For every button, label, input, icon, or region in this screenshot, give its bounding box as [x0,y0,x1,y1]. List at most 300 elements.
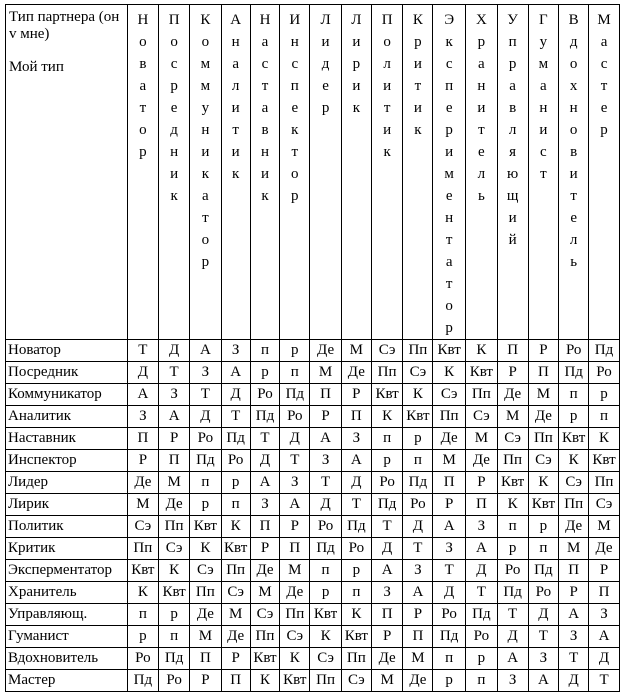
relation-cell: Д [403,516,433,538]
relation-cell: Ро [159,670,190,692]
relation-cell: п [528,538,559,560]
partner-type-header [371,5,403,340]
partner-type-header [127,5,159,340]
relation-cell: Пп [528,428,559,450]
relation-cell: Де [127,472,159,494]
corner-cell [6,5,128,340]
relation-cell: З [127,406,159,428]
relation-cell: Т [280,450,310,472]
relation-cell: Р [341,384,371,406]
relation-cell: М [310,362,342,384]
relation-cell: п [466,670,498,692]
partner-type-name: У п р а в л я ю щ и й [506,12,519,248]
relation-cell: п [127,604,159,626]
relation-cell: Пп [497,450,528,472]
relation-cell: р [190,494,222,516]
relation-cell: Де [371,648,403,670]
relation-cell: Т [221,406,250,428]
relation-cell: К [250,670,280,692]
partner-type-header [159,5,190,340]
relation-cell: Квт [221,538,250,560]
relation-cell: Пп [310,670,342,692]
table-row [6,406,620,428]
my-type-name: Гуманист [6,626,128,648]
relation-cell: р [310,582,342,604]
relation-cell: П [403,626,433,648]
header-row [6,5,620,340]
relation-cell: Квт [341,626,371,648]
my-type-name: Наставник [6,428,128,450]
relation-cell: п [403,450,433,472]
relation-cell: Квт [433,340,466,362]
table-row [6,604,620,626]
relation-cell: Р [280,516,310,538]
relation-cell: Д [190,406,222,428]
relation-cell: А [341,450,371,472]
relation-cell: Д [310,494,342,516]
relation-cell: Р [528,340,559,362]
relation-cell: Пд [589,340,620,362]
relation-cell: р [528,516,559,538]
relation-cell: П [310,384,342,406]
relation-cell: Пп [250,626,280,648]
partner-type-header [190,5,222,340]
relation-cell: А [559,604,589,626]
relation-cell: р [589,384,620,406]
relation-cell: М [190,626,222,648]
relation-cell: Ро [280,406,310,428]
relation-cell: П [589,582,620,604]
relation-cell: Р [371,626,403,648]
relation-cell: п [589,406,620,428]
partner-type-header [589,5,620,340]
relation-cell: Т [190,384,222,406]
relation-cell: З [221,340,250,362]
relation-cell: Т [433,560,466,582]
partner-type-name: М а с т е р [597,12,611,138]
relation-cell: К [371,406,403,428]
relation-cell: Пд [127,670,159,692]
partner-type-name: Н а с т а в н и к [259,12,271,204]
relation-cell: Де [250,560,280,582]
relation-cell: Пп [466,384,498,406]
partner-type-name: Э к с п е р и м е н т а т о р [444,12,455,336]
relation-cell: Сэ [250,604,280,626]
relation-cell: Р [589,560,620,582]
relation-cell: Р [250,538,280,560]
relation-cell: Де [528,406,559,428]
relation-cell: Д [433,582,466,604]
relation-cell: р [221,472,250,494]
relation-cell: Пд [159,648,190,670]
relation-cell: Д [127,362,159,384]
relation-cell: р [159,604,190,626]
relation-cell: Де [497,384,528,406]
relation-cell: п [221,494,250,516]
relation-cell: П [528,362,559,384]
relation-cell: Пд [466,604,498,626]
relation-cell: Де [190,604,222,626]
relation-cell: З [280,472,310,494]
relation-cell: Пп [433,406,466,428]
relation-cell: Пд [433,626,466,648]
relation-cell: п [371,428,403,450]
my-type-name: Управляющ. [6,604,128,626]
relation-cell: А [528,670,559,692]
relation-cell: р [371,450,403,472]
relation-cell: К [528,472,559,494]
relation-cell: Пд [497,582,528,604]
partner-type-name: П о л и т и к [381,12,393,160]
relation-cell: К [341,604,371,626]
relation-cell: З [433,538,466,560]
relation-cell: Ро [466,626,498,648]
relation-cell: Пп [159,516,190,538]
relation-cell: Т [250,428,280,450]
relation-cell: Квт [466,362,498,384]
my-type-name: Мастер [6,670,128,692]
partner-type-header [497,5,528,340]
relation-cell: Пп [403,340,433,362]
relation-cell: К [159,560,190,582]
my-type-label: Мой тип [9,58,64,75]
relation-cell: р [341,560,371,582]
relation-cell: Квт [403,406,433,428]
relation-cell: п [433,648,466,670]
partner-type-header [403,5,433,340]
relation-cell: Т [559,648,589,670]
relation-cell: Р [559,582,589,604]
relation-cell: Сэ [497,428,528,450]
my-type-name: Хранитель [6,582,128,604]
relation-cell: К [280,648,310,670]
relation-cell: Р [310,406,342,428]
relation-cell: Квт [497,472,528,494]
relation-cell: Сэ [127,516,159,538]
relation-cell: Д [589,648,620,670]
relation-cell: Сэ [190,560,222,582]
relation-cell: Пд [559,362,589,384]
my-type-name: Эксперментатор [6,560,128,582]
relation-cell: К [589,428,620,450]
relation-cell: Сэ [310,648,342,670]
relation-cell: Сэ [466,406,498,428]
relation-cell: Р [221,648,250,670]
relation-cell: А [589,626,620,648]
relation-cell: Р [497,362,528,384]
relation-cell: Т [159,362,190,384]
partner-type-header [528,5,559,340]
partner-type-name: Л и д е р [320,12,331,116]
relation-cell: Ро [528,582,559,604]
relation-cell: п [159,626,190,648]
relation-cell: Пд [250,406,280,428]
relation-cell: Д [528,604,559,626]
relation-cell: Ро [433,604,466,626]
table-row [6,648,620,670]
relation-cell: Пд [221,428,250,450]
relation-cell: Пп [589,472,620,494]
relation-cell: Д [159,340,190,362]
relation-cell: М [159,472,190,494]
relation-cell: К [433,362,466,384]
relation-cell: П [341,406,371,428]
relation-cell: П [433,472,466,494]
relation-cell: р [497,538,528,560]
relation-cell: Т [371,516,403,538]
partner-type-header [433,5,466,340]
my-type-name: Лирик [6,494,128,516]
relation-cell: А [466,538,498,560]
relation-cell: р [466,648,498,670]
relation-cell: А [127,384,159,406]
relation-cell: Квт [190,516,222,538]
table-row [6,384,620,406]
relation-cell: З [403,560,433,582]
relation-cell: Р [433,494,466,516]
relation-cell: Пп [190,582,222,604]
relation-cell: Де [159,494,190,516]
partner-type-name: А н а л и т и к [230,12,242,182]
relation-cell: Р [127,450,159,472]
relation-cell: Д [280,428,310,450]
partner-type-name: К р и т и к [412,12,423,138]
relation-cell: Пд [190,450,222,472]
relation-cell: Т [528,626,559,648]
relation-cell: Пп [371,362,403,384]
relation-cell: Квт [280,670,310,692]
relation-cell: А [433,516,466,538]
partner-type-name: Л и р и к [351,12,362,116]
relation-cell: Д [341,472,371,494]
relation-cell: Ро [589,362,620,384]
relation-cell: М [466,428,498,450]
relation-cell: М [528,384,559,406]
relation-cell: п [280,362,310,384]
relation-cell: Де [589,538,620,560]
relation-cell: Квт [589,450,620,472]
relation-cell: З [250,494,280,516]
relation-cell: п [190,472,222,494]
relation-cell: Т [127,340,159,362]
relation-cell: П [250,516,280,538]
relation-cell: К [559,450,589,472]
relation-cell: М [433,450,466,472]
relation-cell: П [559,560,589,582]
relation-cell: М [371,670,403,692]
relation-cell: Т [310,472,342,494]
relation-cell: З [589,604,620,626]
relation-cell: р [433,670,466,692]
relation-cell: Р [190,670,222,692]
relation-cell: Сэ [280,626,310,648]
table-row [6,472,620,494]
relation-cell: п [250,340,280,362]
partner-type-header [341,5,371,340]
relation-cell: Де [433,428,466,450]
my-type-name: Вдохновитель [6,648,128,670]
relation-cell: К [310,626,342,648]
relation-cell: Пп [127,538,159,560]
relation-cell: П [497,340,528,362]
relation-cell: З [190,362,222,384]
table-body [6,340,620,692]
relation-cell: М [497,406,528,428]
relation-cell: М [221,604,250,626]
table-row [6,340,620,362]
relation-cell: Р [466,472,498,494]
my-type-name: Лидер [6,472,128,494]
relation-cell: Квт [528,494,559,516]
relation-cell: П [466,494,498,516]
relation-cell: П [127,428,159,450]
relation-cell: К [497,494,528,516]
table-row [6,582,620,604]
relation-cell: Сэ [589,494,620,516]
relation-cell: р [250,362,280,384]
relation-cell: п [341,582,371,604]
relation-cell: Пд [528,560,559,582]
partner-type-header [250,5,280,340]
relation-cell: Т [341,494,371,516]
relation-cell: Де [466,450,498,472]
relation-cell: Д [250,450,280,472]
partner-type-header [310,5,342,340]
relation-cell: К [466,340,498,362]
relation-cell: Пп [341,648,371,670]
relation-cell: Т [497,604,528,626]
relation-cell: Сэ [403,362,433,384]
relation-cell: М [403,648,433,670]
partner-type-name: И н с п е к т о р [289,12,301,204]
my-type-name: Политик [6,516,128,538]
relation-cell: Д [221,384,250,406]
relation-cell: Т [589,670,620,692]
relation-cell: п [497,516,528,538]
relation-cell: Сэ [341,670,371,692]
relation-cell: Пп [221,560,250,582]
relation-cell: п [559,384,589,406]
relation-cell: Д [497,626,528,648]
relation-cell: Ро [371,472,403,494]
relation-cell: М [559,538,589,560]
relation-cell: Квт [310,604,342,626]
my-type-name: Новатор [6,340,128,362]
relation-cell: З [466,516,498,538]
my-type-name: Аналитик [6,406,128,428]
partner-type-name: Г у м а н и с т [538,12,549,182]
relation-cell: Ро [250,384,280,406]
relation-cell: Де [221,626,250,648]
relation-cell: Пд [371,494,403,516]
partner-type-name: В д о х н о в и т е л ь [568,12,579,270]
relation-cell: Квт [559,428,589,450]
relation-cell: З [371,582,403,604]
relation-cell: Де [403,670,433,692]
partner-type-name: Х р а н и т е л ь [475,12,487,204]
relation-cell: Сэ [528,450,559,472]
relation-cell: А [250,472,280,494]
relation-cell: А [280,494,310,516]
relation-cell: Квт [159,582,190,604]
my-type-name: Посредник [6,362,128,384]
relation-cell: А [190,340,222,362]
relation-cell: П [371,604,403,626]
table-row [6,560,620,582]
relation-cell: Д [371,538,403,560]
relation-cell: Квт [371,384,403,406]
relation-cell: Сэ [221,582,250,604]
relation-cell: Т [403,538,433,560]
relation-cell: Ро [559,340,589,362]
relation-cell: Д [559,670,589,692]
table-row [6,538,620,560]
relation-cell: р [559,406,589,428]
relation-cell: Сэ [433,384,466,406]
relation-cell: Квт [250,648,280,670]
relation-cell: А [310,428,342,450]
relation-cell: К [403,384,433,406]
relation-cell: Ро [403,494,433,516]
relation-cell: Ро [221,450,250,472]
relation-cell: П [190,648,222,670]
relation-cell: Пд [403,472,433,494]
partner-type-header [280,5,310,340]
relation-cell: Квт [127,560,159,582]
table-row [6,626,620,648]
relation-cell: Д [466,560,498,582]
relation-cell: З [159,384,190,406]
relation-cell: З [341,428,371,450]
relation-cell: Ро [310,516,342,538]
relation-cell: М [341,340,371,362]
relation-cell: Пд [310,538,342,560]
relation-cell: Ро [341,538,371,560]
relation-cell: Де [559,516,589,538]
relation-cell: А [371,560,403,582]
relation-cell: М [250,582,280,604]
relation-cell: М [589,516,620,538]
relation-cell: М [127,494,159,516]
relation-cell: К [190,538,222,560]
relation-cell: Де [280,582,310,604]
relation-cell: Р [403,604,433,626]
relation-cell: А [221,362,250,384]
relation-cell: А [403,582,433,604]
table-row [6,362,620,384]
relation-cell: Ро [190,428,222,450]
relation-cell: З [310,450,342,472]
relation-cell: Ро [497,560,528,582]
relation-cell: Т [466,582,498,604]
partner-type-header [559,5,589,340]
relation-cell: З [559,626,589,648]
relation-cell: Сэ [159,538,190,560]
table-row [6,428,620,450]
relation-cell: П [159,450,190,472]
relation-cell: П [280,538,310,560]
relation-cell: А [497,648,528,670]
partner-type-name: П о с р е д н и к [168,12,180,204]
partner-type-label: Тип партнера (он v мне) [9,9,120,42]
relation-cell: Пп [559,494,589,516]
partner-type-name: Н о в а т о р [137,12,149,160]
relation-cell: Сэ [559,472,589,494]
relation-cell: Пп [280,604,310,626]
relation-cell: А [159,406,190,428]
relation-cell: р [403,428,433,450]
relation-cell: Де [341,362,371,384]
